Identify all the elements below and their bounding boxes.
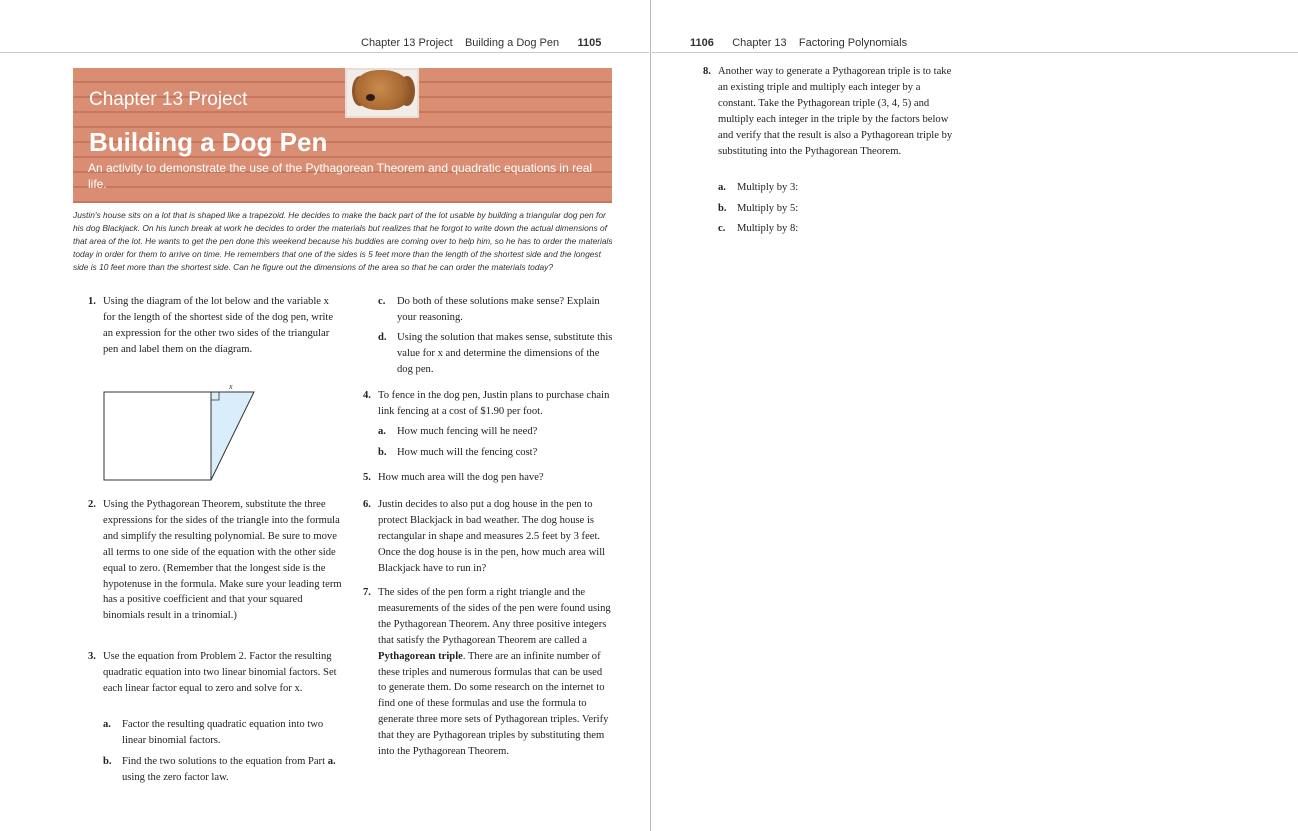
- left-running-header: [361, 37, 601, 49]
- left-header-rule: [0, 52, 649, 53]
- header-title: Factoring Polynomials: [798, 37, 908, 49]
- problem-2-text: Using the Pythagorean Theorem, substitute the three expressions for the sides of the triangle into the formula and simplify the resulting polynomial. Be sure to move all terms to one side of the equation with the other side equal to zero. (Remember that the longest side is the hypotenuse in the formula. Make sure your leading term has a positive coefficient and that your squared binomials result in a trinomial.): [103, 499, 342, 622]
- problem-8b: b. Multiply by 5:: [718, 203, 799, 214]
- problem-3b: b. Find the two solutions to the equation from Part a. using the zero factor law.: [103, 756, 336, 783]
- header-chapter: Chapter 13: [732, 37, 787, 49]
- problem-8: 8. Another way to generate a Pythagorean triple is to take an existing triple and multiply each integer by a constant. Take the Pythagorean triple (3, 4, 5) and multiply each integer in the triple by the factors below and verify that the result is also a Pythagorean triple by substituting into the Pythagorean Theorem.: [703, 66, 953, 157]
- problem-3: 3. Use the equation from Problem 2. Factor the resulting quadratic equation into two linear binomial factors. Set each linear factor equal to zero and solve for x.: [88, 649, 343, 697]
- right-running-header: [690, 37, 907, 49]
- problem-1: 1. Using the diagram of the lot below and the variable x for the length of the shortest side of the dog pen, write an expression for the other two sides of the triangular pen and label them on the diagram.: [88, 294, 343, 358]
- header-project: Chapter 13 Project: [361, 37, 453, 49]
- problem-3a: a. Factor the resulting quadratic equation into two linear binomial factors.: [103, 719, 324, 746]
- x-label: x: [229, 382, 233, 391]
- problem-3c: c. Do both of these solutions make sense? Explain your reasoning.: [378, 296, 600, 323]
- intro-paragraph: Justin's house sits on a lot that is shaped like a trapezoid. He decides to make the back part of the lot usable by building a triangular dog pen for his dog Blackjack. On his lunch break at work he decides to order the materials but realizes that he forgot to write down the actual dimensions of that area of the lot. He wants to get the pen done this weekend because his buddies are coming over to help him, so he has to order the materials today in order for them to arrive on time. He remembers that one of the sides is 5 feet more than the length of the shortest side and the longest side is 10 feet more than the shortest side. Can he figure out the dimensions of the area so that he can order the materials today?: [73, 210, 613, 272]
- right-header-rule: [652, 52, 1298, 53]
- lot-rectangle: [104, 392, 211, 480]
- problem-4b: b. How much will the fencing cost?: [378, 447, 538, 458]
- header-page-number: 1105: [577, 37, 602, 49]
- problem-3d: d. Using the solution that makes sense, substitute this value for x and determine the dimensions of the dog pen.: [378, 332, 613, 375]
- problem-3-text: Use the equation from Problem 2. Factor the resulting quadratic equation into two linear binomial factors. Set each linear factor equal to zero and solve for x.: [103, 651, 337, 694]
- banner-chapter: Chapter 13 Project: [89, 89, 248, 110]
- dog-nose: [366, 94, 375, 101]
- dog-image: [355, 70, 410, 110]
- problem-4: 4. To fence in the dog pen, Justin plans to purchase chain link fencing at a cost of $1.90 per foot.: [363, 390, 610, 417]
- header-title: Building a Dog Pen: [464, 37, 560, 49]
- banner-title: Building a Dog Pen: [89, 127, 328, 157]
- lot-diagram: [100, 380, 260, 485]
- banner-subtitle: An activity to demonstrate the use of the Pythagorean Theorem and quadratic equations in real life.: [88, 161, 593, 191]
- problem-8a: a. Multiply by 3:: [718, 182, 799, 193]
- header-page-number: 1106: [690, 37, 714, 49]
- problem-8c: c. Multiply by 8:: [718, 223, 799, 234]
- problem-2: 2. Using the Pythagorean Theorem, substitute the three expressions for the sides of the triangle into the formula and simplify the resulting polynomial. Be sure to move all terms to one side of the equation with the other side equal to zero. (Remember that the longest side is the hypotenuse in the formula. Make sure your leading term has a positive coefficient and that your squared binomials result in a trinomial.): [88, 497, 343, 624]
- problem-5: 5. How much area will the dog pen have?: [363, 472, 544, 483]
- problem-1-text: Using the diagram of the lot below and the variable x for the length of the shortest side of the dog pen, write an expression for the other two sides of the triangular pen and label them on the diagram.: [103, 296, 334, 355]
- page-divider: [650, 0, 651, 831]
- problem-6: 6. Justin decides to also put a dog house in the pen to protect Blackjack in bad weather. The dog house is rectangular in shape and measures 2.5 feet by 3 feet. Once the dog house is in the pen, how much area will Blackjack have to run in?: [363, 499, 606, 574]
- dog-pen-triangle: [211, 392, 254, 480]
- problem-7: 7. The sides of the pen form a right triangle and the measurements of the sides of the pen were found using the Pythagorean Theorem. Any three positive integers that satisfy the Pythagorean Theorem are called a Pythagorean triple. There are an infinite number of these triples and numerous formulas that can be used to generate them. Do some research on the internet to find one of these formulas and use the formula to generate three more sets of Pythagorean triples. Verify that they are Pythagorean triples by substituting them into the Pythagorean Theorem.: [363, 587, 611, 758]
- problem-4a: a. How much fencing will he need?: [378, 426, 538, 437]
- chapter-banner: [73, 68, 612, 203]
